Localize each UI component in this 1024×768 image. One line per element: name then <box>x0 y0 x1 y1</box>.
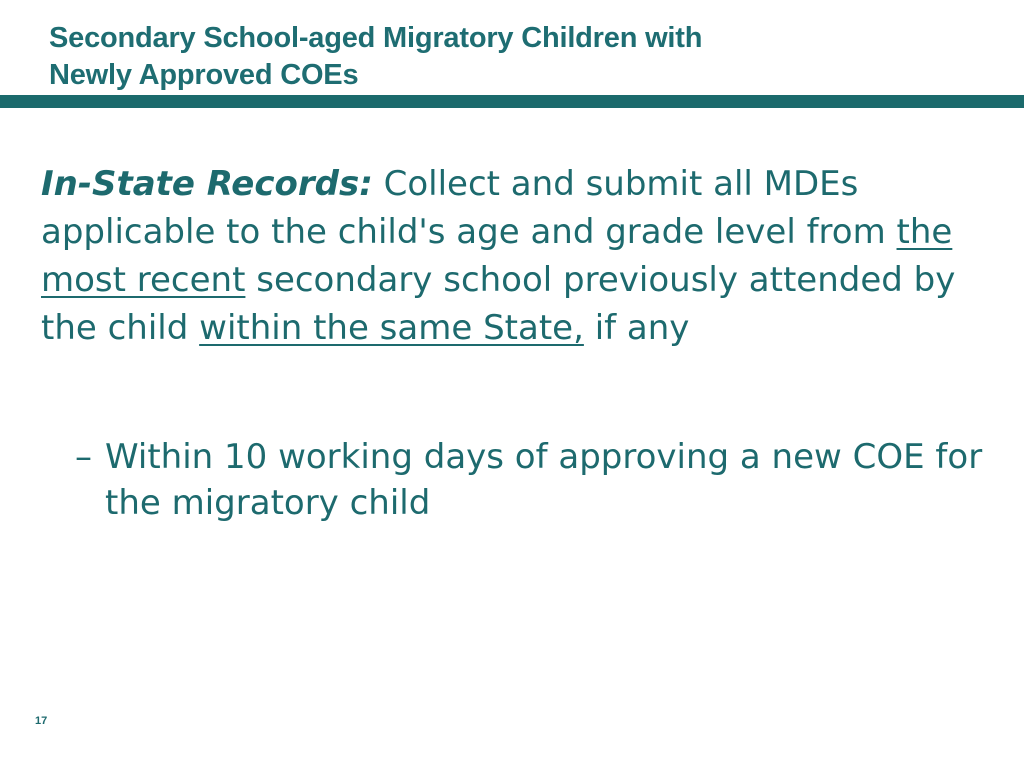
slide-title-line-2: Newly Approved COEs <box>49 59 359 91</box>
sub-bullet-timeline <box>75 434 1005 526</box>
in-state-records-heading: In-State Records: <box>41 164 373 204</box>
underlined-same-state: within the same State, <box>199 308 584 348</box>
title-divider-bar <box>0 95 1024 108</box>
slide-title-line-1: Secondary School-aged Migratory Children with <box>49 22 703 54</box>
slide-title <box>49 20 989 94</box>
page-number: 17 <box>35 715 48 727</box>
paragraph-text-1: Collect and submit all MDEs applicable to the child's age and grade level from <box>41 164 897 252</box>
in-state-records-paragraph <box>41 160 1001 352</box>
dash-bullet-marker: – <box>75 437 92 477</box>
paragraph-text-2: secondary school previously attended by the child <box>41 260 956 348</box>
sub-bullet-text: Within 10 working days of approving a new COE for the migratory child <box>105 437 983 523</box>
underlined-most-recent: the most recent <box>41 212 953 300</box>
paragraph-text-3: if any <box>583 308 690 348</box>
